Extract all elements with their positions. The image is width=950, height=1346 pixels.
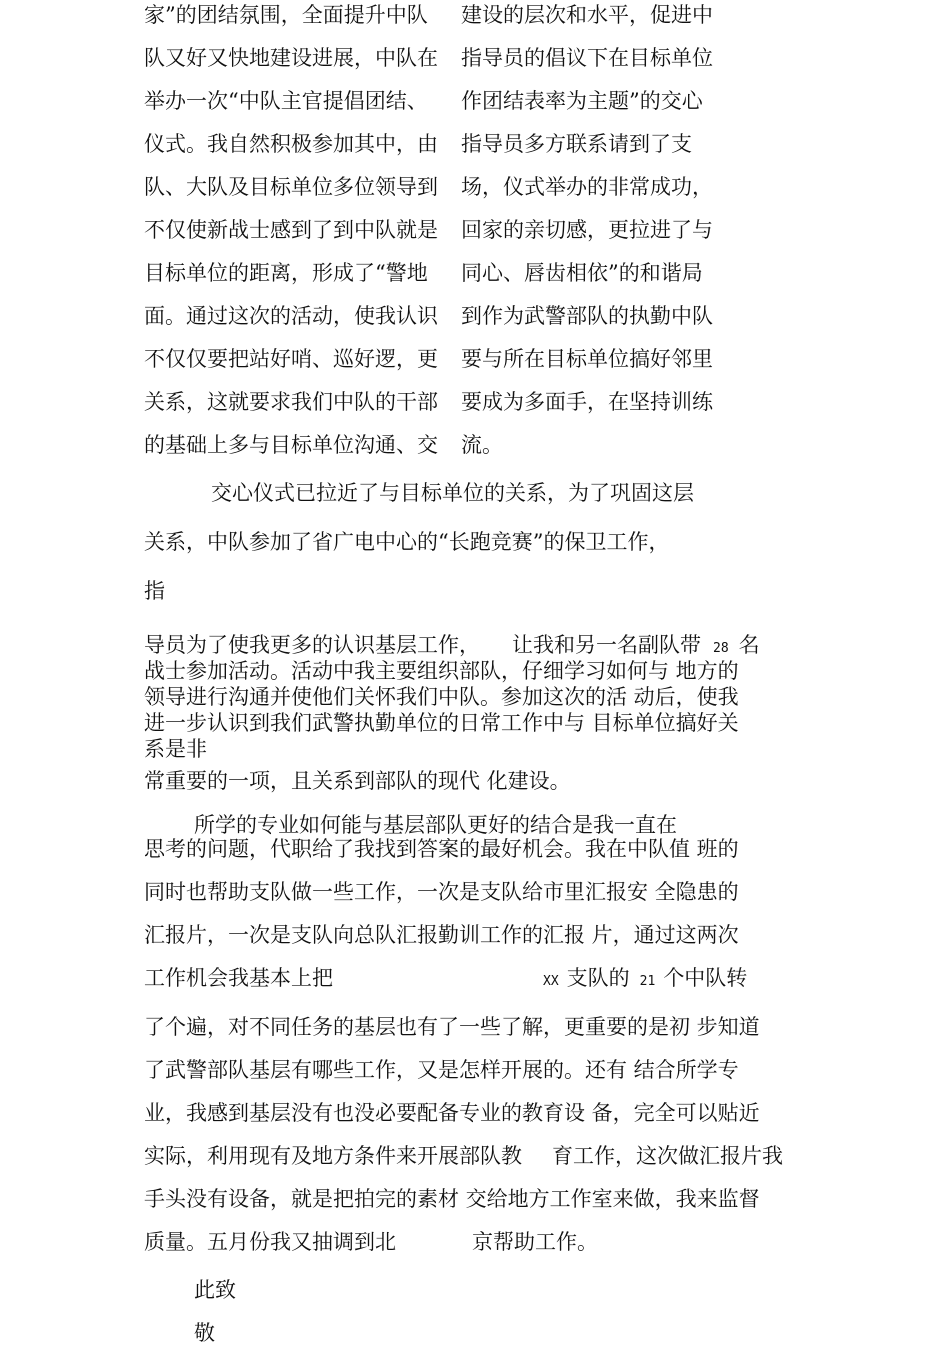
number-28: 28 (713, 641, 729, 656)
text-segment: 个中队转 (663, 966, 748, 990)
text-segment: 育工作，这次做汇报片我 (552, 1144, 783, 1168)
right-col-line: 建设的层次和水平，促进中 (461, 3, 713, 27)
text-segment: 工作机会我基本上把 (144, 966, 333, 990)
left-col-line: 不仅使新战士感到了到中队就是 (144, 218, 438, 242)
text-segment: 导员为了使我更多的认识基层工作， (144, 633, 480, 657)
right-col-line: 到作为武警部队的执勤中队 (461, 304, 713, 328)
left-col-line: 关系，这就要求我们中队的干部 (144, 390, 438, 414)
right-col-line: 同心、唇齿相依”的和谐局 (461, 261, 703, 285)
right-col-line: 要与所在目标单位搞好邻里 (461, 347, 713, 371)
left-col-line: 队又好又快地建设进展，中队在 (144, 46, 438, 70)
paragraph-line: 常重要的一项，且关系到部队的现代 化建设。 (144, 769, 571, 793)
paragraph-line (144, 1143, 783, 1169)
left-col-line: 面。通过这次的活动，使我认识 (144, 304, 438, 328)
paragraph-line: 了武警部队基层有哪些工作，又是怎样开展的。还有 结合所学专 (144, 1058, 739, 1082)
paragraph-line: 了个遍，对不同任务的基层也有了一些了解，更重要的是初 步知道 (144, 1015, 760, 1039)
paragraph-line: 指 (144, 579, 165, 603)
right-col-line: 流。 (461, 433, 503, 457)
left-col-line: 仪式。我自然积极参加其中，由 (144, 132, 438, 156)
text-segment: 京帮助工作。 (472, 1230, 598, 1254)
right-col-line: 作团结表率为主题”的交心 (461, 89, 703, 113)
paragraph-line: 手头没有设备，就是把拍完的素材 交给地方工作室来做，我来监督 (144, 1187, 760, 1211)
paragraph-line: 系是非 (144, 737, 207, 761)
text-segment: 让我和另一名副队带 (512, 633, 701, 657)
left-col-line: 目标单位的距离，形成了“警地 (144, 261, 428, 285)
left-col-line: 的基础上多与目标单位沟通、交 (144, 433, 438, 457)
paragraph-line: 战士参加活动。活动中我主要组织部队，仔细学习如何与 地方的 (144, 659, 739, 683)
paragraph-line: 关系，中队参加了省广电中心的“长跑竞赛”的保卫工作， (144, 530, 670, 554)
left-col-line: 不仅仅要把站好哨、巡好逻，更 (144, 347, 438, 371)
paragraph-line: 同时也帮助支队做一些工作，一次是支队给市里汇报安 全隐患的 (144, 880, 739, 904)
closing-respect: 敬 (194, 1321, 215, 1345)
right-col-line: 要成为多面手，在坚持训练 (461, 390, 713, 414)
text-segment: 名 (738, 633, 760, 657)
closing-salute: 此致 (194, 1278, 236, 1302)
paragraph-line: 汇报片，一次是支队向总队汇报勤训工作的汇报 片，通过这两次 (144, 923, 739, 947)
paragraph-line: 思考的问题，代职给了我找到答案的最好机会。我在中队值 班的 (144, 837, 739, 861)
left-col-line: 举办一次“中队主官提倡团结、 (144, 89, 428, 113)
paragraph-line: 所学的专业如何能与基层部队更好的结合是我一直在 (194, 813, 677, 837)
text-segment: 支队的 (566, 966, 630, 990)
paragraph-line: 领导进行沟通并使他们关怀我们中队。参加这次的活 动后，使我 (144, 685, 739, 709)
paragraph-line: 交心仪式已拉近了与目标单位的关系，为了巩固这层 (211, 481, 694, 505)
text-segment: 质量。五月份我又抽调到北 (144, 1230, 396, 1254)
left-col-line: 家”的团结氛围，全面提升中队 (144, 3, 428, 27)
right-col-line: 指导员多方联系请到了支 (461, 132, 692, 156)
right-col-line: 指导员的倡议下在目标单位 (461, 46, 713, 70)
number-21: 21 (639, 974, 656, 989)
right-col-line: 回家的亲切感，更拉进了与 (461, 218, 713, 242)
paragraph-line (144, 965, 747, 995)
paragraph-line: 进一步认识到我们武警执勤单位的日常工作中与 目标单位搞好关 (144, 711, 739, 735)
text-segment: 实际，利用现有及地方条件来开展部队教 (144, 1144, 522, 1168)
placeholder-xx: XX (543, 974, 559, 989)
left-col-line: 队、大队及目标单位多位领导到 (144, 175, 438, 199)
paragraph-line (144, 1229, 598, 1255)
paragraph-line: 业，我感到基层没有也没必要配备专业的教育设 备，完全可以贴近 (144, 1101, 760, 1125)
right-col-line: 场，仪式举办的非常成功， (461, 175, 713, 199)
